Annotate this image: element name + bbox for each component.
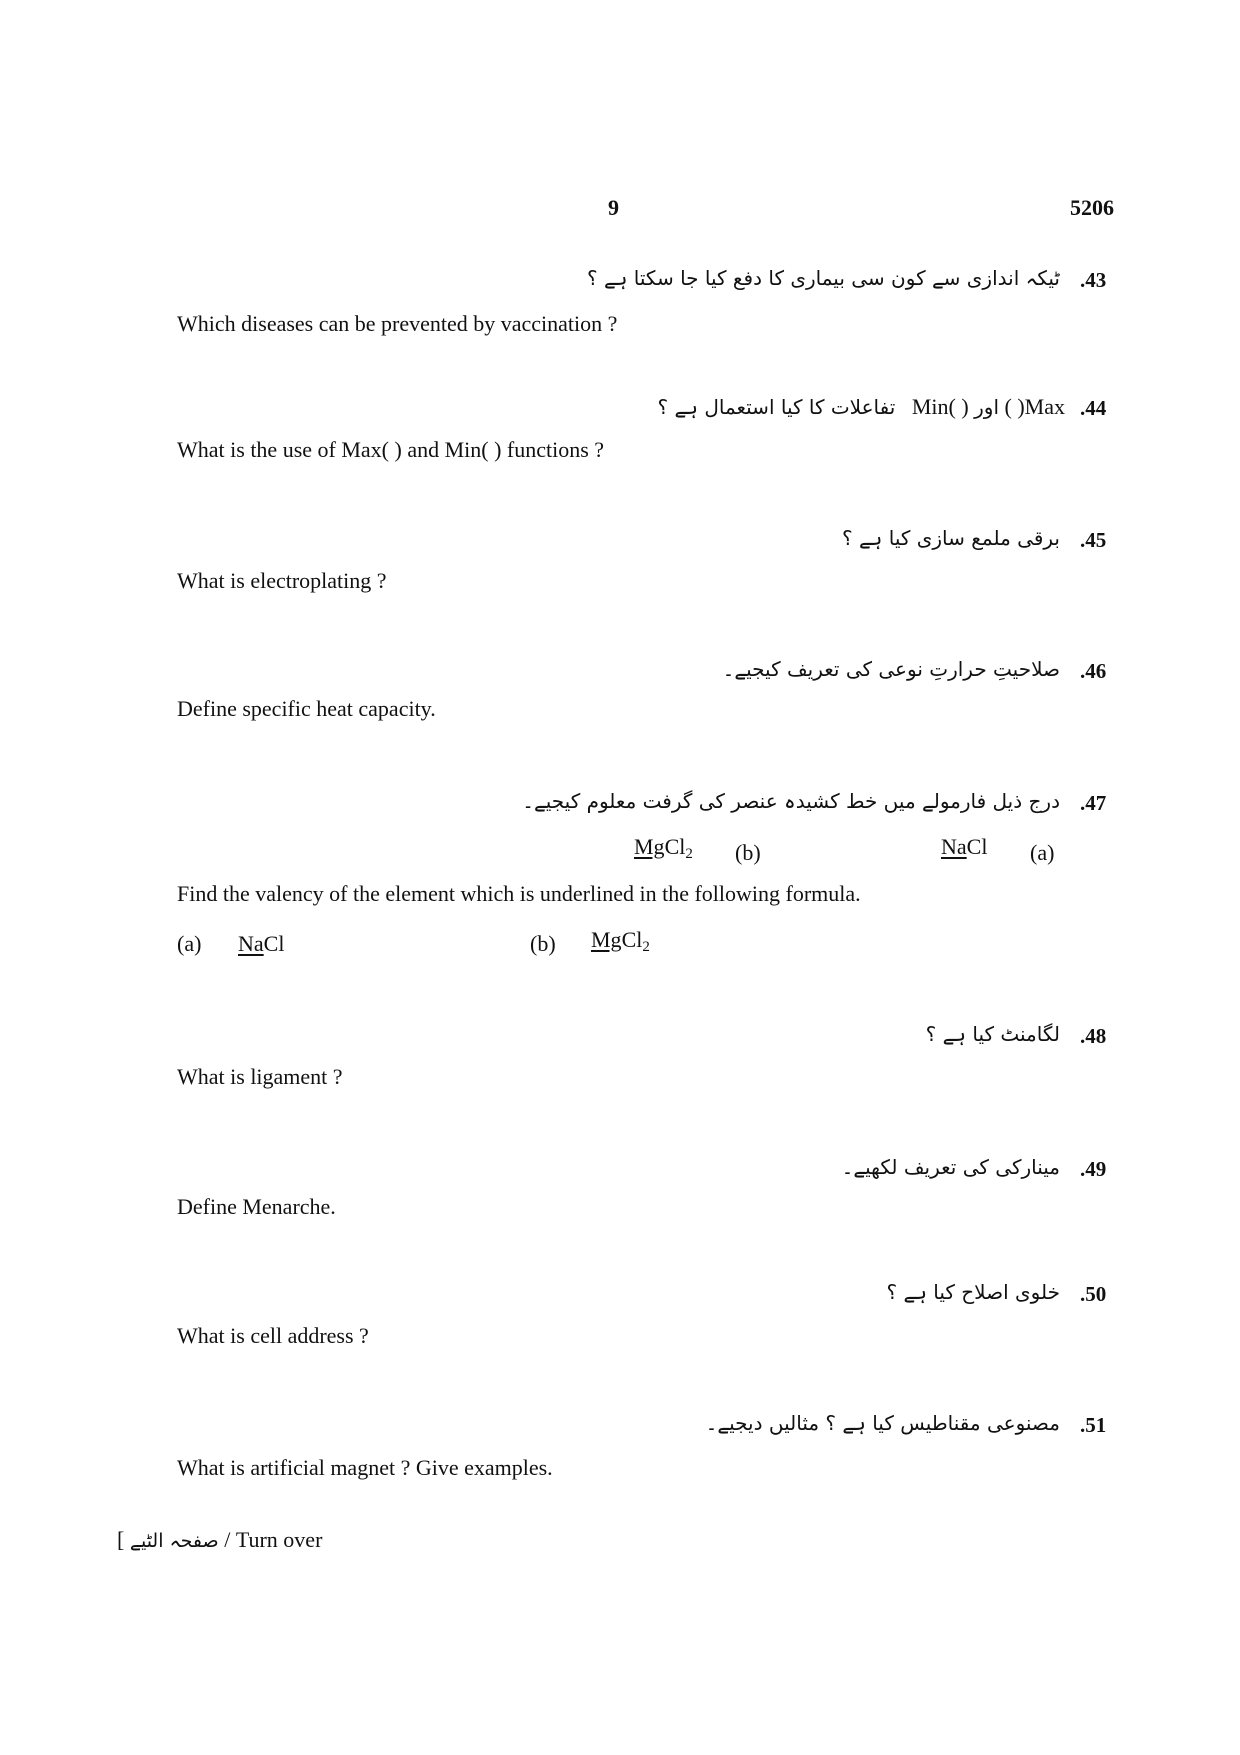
question-urdu: برقی ملمع سازی کیا ہے ؟ [841, 526, 1060, 550]
question-english: What is cell address ? [177, 1323, 369, 1348]
question-urdu: مصنوعی مقناطیس کیا ہے ؟ مثالیں دیجیے۔ [705, 1411, 1060, 1435]
footer-english: Turn over [235, 1527, 323, 1552]
question-urdu-line [658, 394, 1065, 420]
question-english: Define Menarche. [177, 1194, 336, 1219]
question-english: Find the valency of the element which is underlined in the following formula. [177, 881, 861, 906]
turn-over-footer [117, 1527, 322, 1553]
formula-rest: Cl [263, 931, 285, 956]
formula-underlined: Na [238, 931, 264, 956]
formula-subscript: 2 [685, 846, 693, 862]
option-a-label: (a) [177, 931, 202, 956]
question-english: Define specific heat capacity. [177, 696, 436, 721]
formula-rest: Cl [966, 834, 988, 859]
formula-rest: Cl [664, 834, 686, 859]
question-urdu: صلاحیتِ حرارتِ نوعی کی تعریف کیجیے۔ [722, 657, 1060, 681]
question-english: What is the use of Max( ) and Min( ) functions ? [177, 437, 605, 462]
question-number: .44 [1080, 396, 1107, 420]
formula-underlined: Mg [591, 927, 622, 952]
option-b-label-urdu: (b) [735, 840, 761, 865]
question-number: .48 [1080, 1024, 1107, 1048]
question-urdu: درج ذیل فارمولے میں خط کشیدہ عنصر کی گرفت معلوم کیجیے۔ [522, 789, 1060, 813]
question-english: What is electroplating ? [177, 568, 387, 593]
question-urdu-pre: ( )Max [1004, 394, 1065, 419]
question-number: .47 [1080, 791, 1107, 815]
question-number: .43 [1080, 268, 1107, 292]
formula-underlined: Na [941, 834, 967, 859]
formula-rest: Cl [621, 927, 643, 952]
question-urdu: لگامنٹ کیا ہے ؟ [925, 1022, 1060, 1046]
paper-code: 5206 [1070, 195, 1114, 220]
footer-urdu: صفحہ الٹیے [129, 1530, 219, 1552]
question-english: What is artificial magnet ? Give examples. [177, 1455, 553, 1480]
option-b-formula-urdu [634, 834, 693, 863]
question-urdu-post: تفاعلات کا کیا استعمال ہے ؟ [657, 395, 896, 419]
question-number: .46 [1080, 659, 1107, 683]
question-english: What is ligament ? [177, 1064, 343, 1089]
question-urdu: مینارکی کی تعریف لکھیے۔ [841, 1155, 1060, 1179]
option-a-label-urdu: (a) [1030, 840, 1055, 865]
footer-separator: / [224, 1527, 231, 1552]
question-urdu: خلوی اصلاح کیا ہے ؟ [886, 1280, 1060, 1304]
option-a-formula [238, 931, 284, 957]
page-number: 9 [608, 195, 619, 220]
question-urdu-mid: Min( ) [911, 394, 969, 419]
question-number: .45 [1080, 528, 1107, 552]
question-number: .50 [1080, 1282, 1107, 1306]
formula-subscript: 2 [642, 939, 650, 955]
question-number: .51 [1080, 1413, 1107, 1437]
footer-open-bracket: [ [117, 1527, 125, 1552]
question-urdu: ٹیکہ اندازی سے کون سی بیماری کا دفع کیا جا سکتا ہے ؟ [587, 266, 1060, 290]
option-b-label: (b) [530, 931, 556, 956]
question-number: .49 [1080, 1157, 1107, 1181]
formula-underlined: Mg [634, 834, 665, 859]
option-b-formula [591, 927, 650, 956]
question-english: Which diseases can be prevented by vaccination ? [177, 311, 618, 336]
question-urdu-and: اور [974, 395, 1000, 419]
option-a-formula-urdu [941, 834, 987, 860]
